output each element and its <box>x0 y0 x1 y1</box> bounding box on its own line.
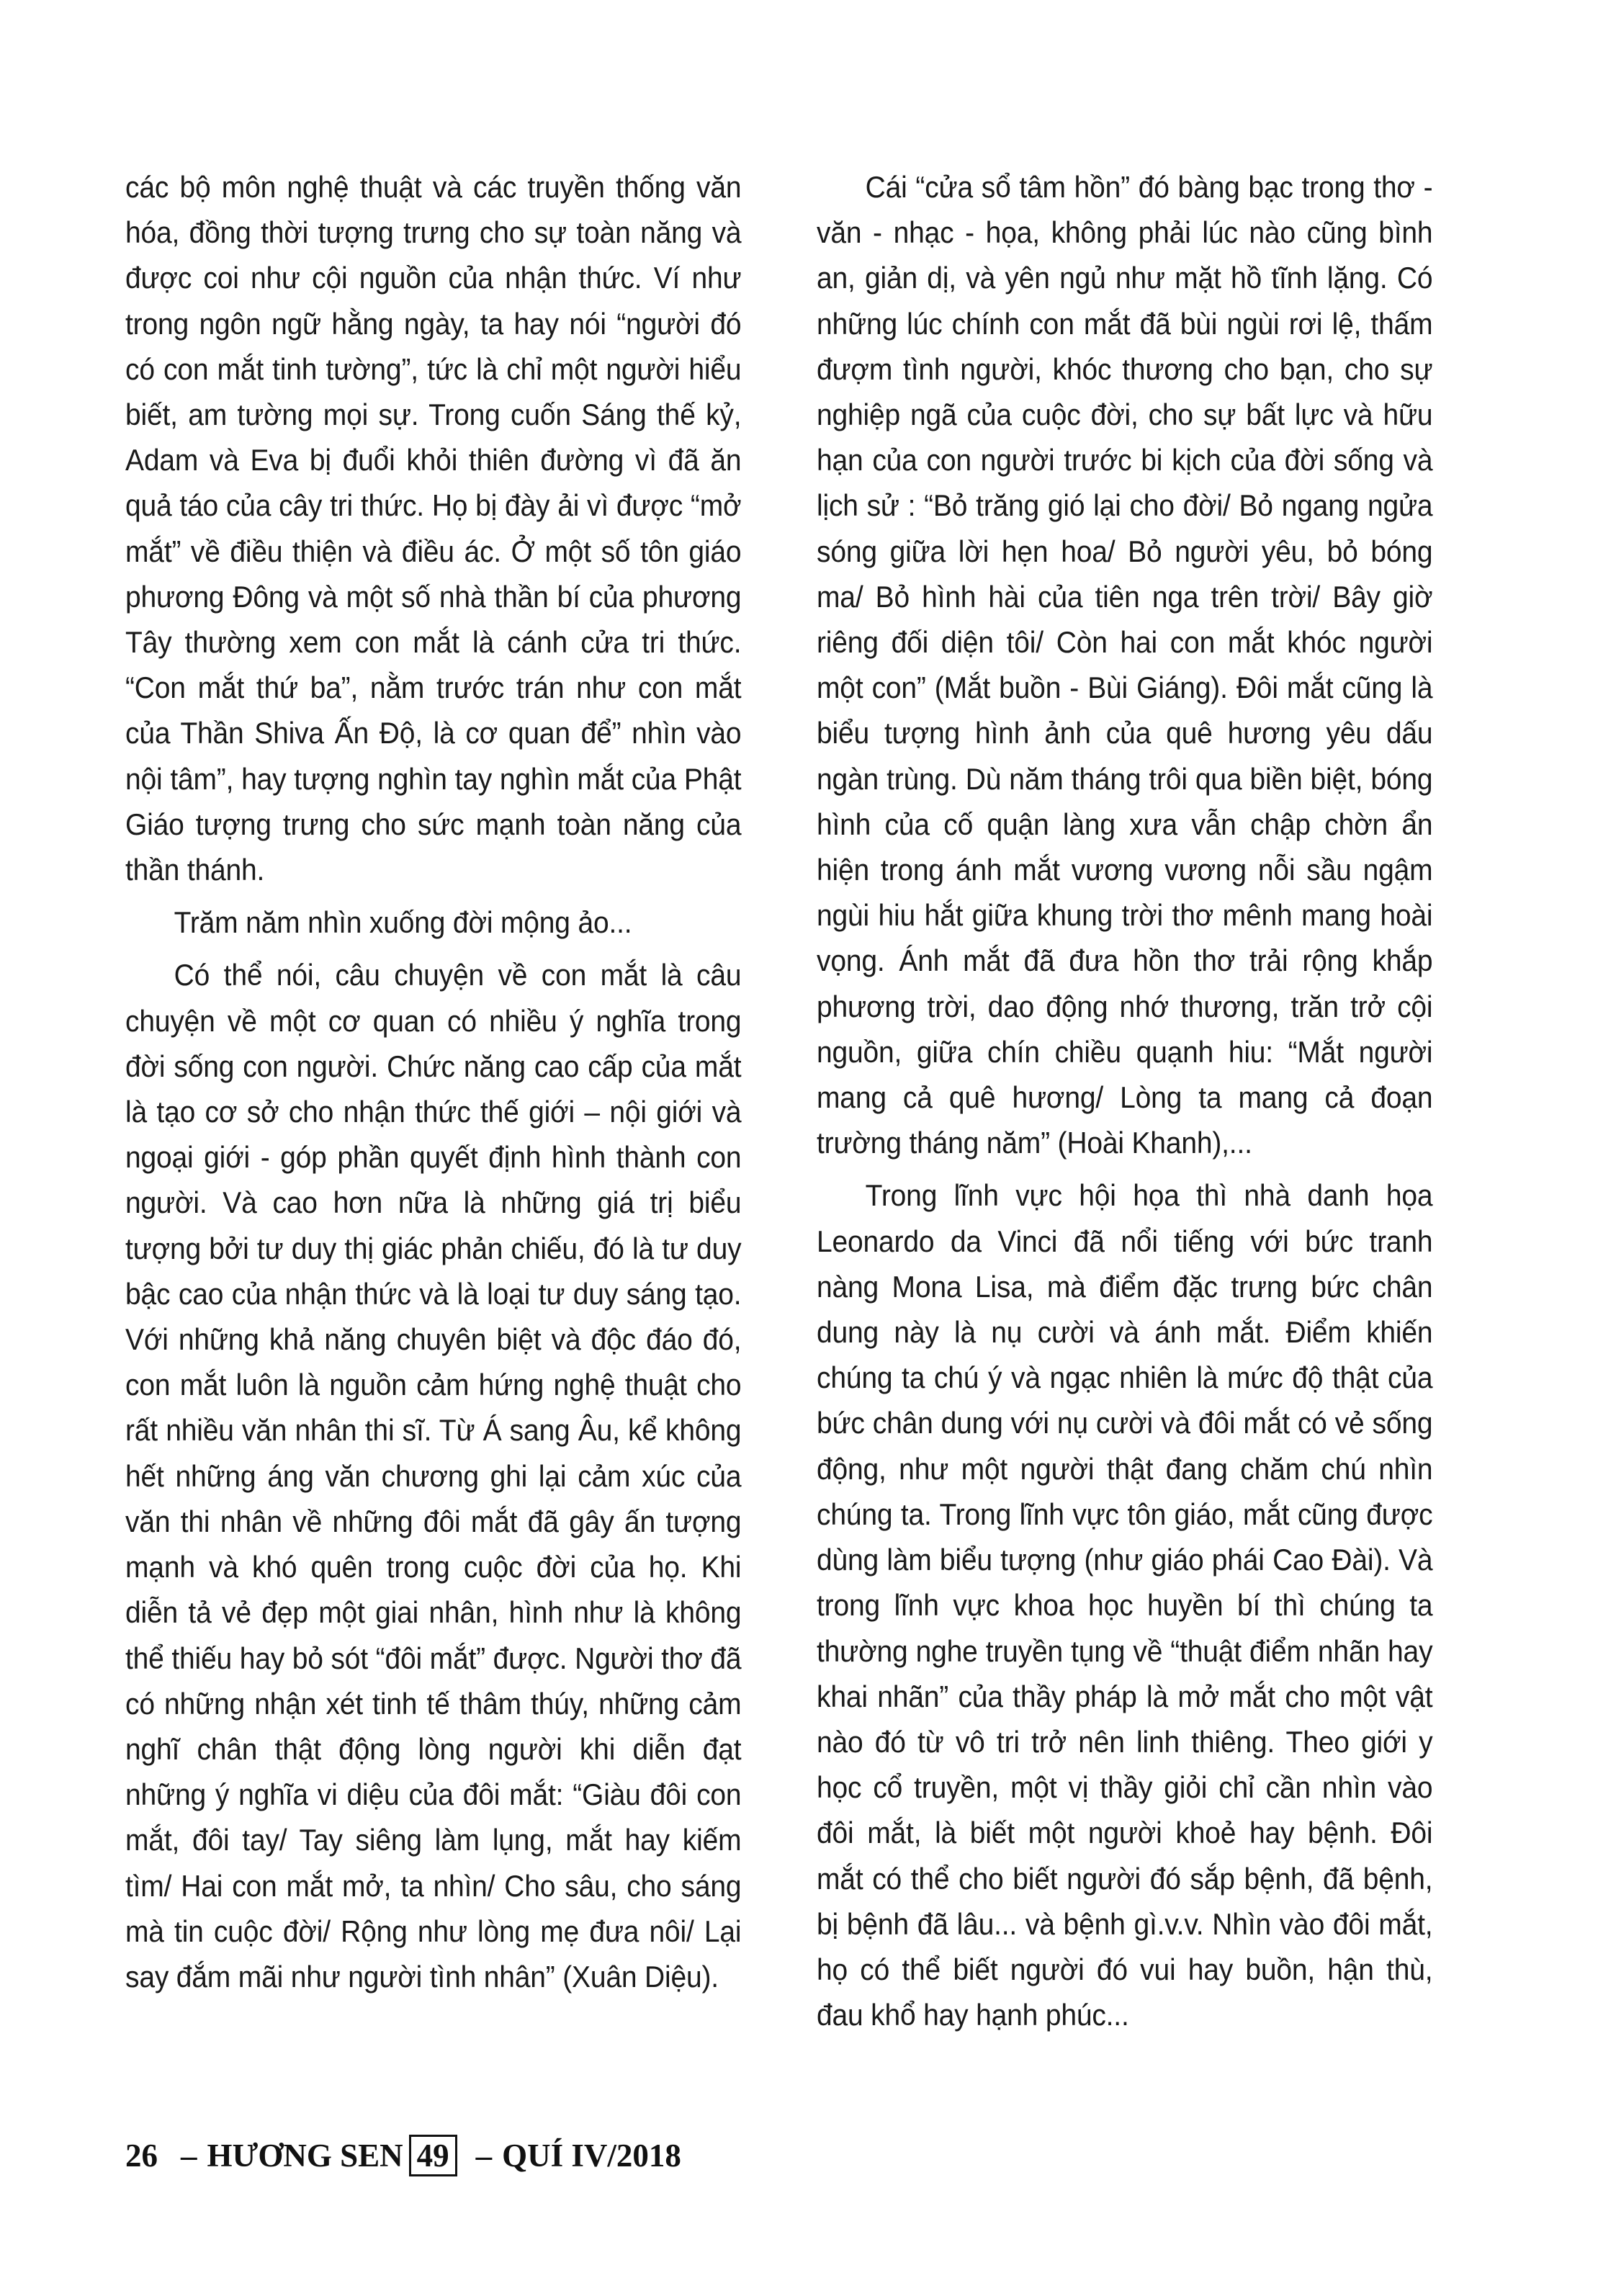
paragraph: Trong lĩnh vực hội họa thì nhà danh họa Leonardo da Vinci đã nổi tiếng với bức tranh nàng Mona Lisa, mà điểm đặc trưng bức chân dung này là nụ cười và ánh mắt. Điểm khiến chúng ta chú ý và ngạc nhiên là mức độ thật của bức chân dung với nụ cười và đôi mắt có vẻ sống động, như một người thật đang chăm chú nhìn chúng ta. Trong lĩnh vực tôn giáo, mắt cũng được dùng làm biểu tượng (như giáo phái Cao Đài). Và trong lĩnh vực khoa học huyền bí thì chúng ta thường nghe truyền tụng về “thuật điểm nhãn hay khai nhãn” của thầy pháp là mở mắt cho một vật nào đó từ vô tri trở nên linh thiêng. Theo giới y học cổ truyền, một vị thầy giỏi chỉ cần nhìn vào đôi mắt, là biết một người khoẻ hay bệnh. Đôi mắt có thể cho biết người đó sắp bệnh, đã bệnh, bị bệnh đã lâu... và bệnh gì.v.v. Nhìn vào đôi mắt, họ có thể biết người đó vui hay buồn, hận thù, đau khổ hay hạnh phúc... <box>817 1178 1433 2032</box>
footer-dash: – <box>181 2138 197 2174</box>
page-number: 26 <box>125 2138 158 2174</box>
paragraph: các bộ môn nghệ thuật và các truyền thống văn hóa, đồng thời tượng trưng cho sự toàn năng và được coi như cội nguồn của nhận thức. Ví như trong ngôn ngữ hằng ngày, ta hay nói “người đó có con mắt tinh tường”, tức là chỉ một người hiểu biết, am tường mọi sự. Trong cuốn Sáng thế kỷ, Adam và Eva bị đuổi khỏi thiên đường vì đã ăn quả táo của cây tri thức. Họ bị đày ải vì được “mở mắt” về điều thiện và điều ác. Ở một số tôn giáo phương Đông và một số nhà thần bí của phương Tây thường xem con mắt là cánh cửa tri thức. “Con mắt thứ ba”, nằm trước trán như con mắt của Thần Shiva Ấn Độ, là cơ quan để” nhìn vào nội tâm”, hay tượng nghìn tay nghìn mắt của Phật Giáo tượng trưng cho sức mạnh toàn năng của thần thánh. <box>125 170 742 887</box>
issue-number: 49 <box>409 2135 457 2176</box>
issue-period: QUÍ IV/2018 <box>502 2138 681 2174</box>
magazine-name: HƯƠNG SEN <box>207 2138 403 2174</box>
paragraph: Trăm năm nhìn xuống đời mộng ảo... <box>174 905 632 940</box>
right-text-column <box>817 164 1432 2045</box>
left-text-column <box>125 164 741 2006</box>
footer-dash: – <box>475 2138 493 2174</box>
paragraph: Cái “cửa sổ tâm hồn” đó bàng bạc trong thơ - văn - nhạc - họa, không phải lúc nào cũng bình an, giản dị, và yên ngủ như mặt hồ tĩnh lặng. Có những lúc chính con mắt đã bùi ngùi rơi lệ, thấm đượm tình người, khóc thương cho bạn, cho sự nghiệp ngã của cuộc đời, cho sự bất lực và hữu hạn của con người trước bi kịch của đời sống và lịch sử : “Bỏ trăng gió lại cho đời/ Bỏ ngang ngửa sóng giữa lời hẹn hoa/ Bỏ người yêu, bỏ bóng ma/ Bỏ hình hài của tiên nga trên trời/ Bây giờ riêng đối diện tôi/ Còn hai con mắt khóc người một con” (Mắt buồn - Bùi Giáng). Đôi mắt cũng là biểu tượng hình ảnh của quê hương yêu dấu ngàn trùng. Dù năm tháng trôi qua biền biệt, bóng hình của cố quận làng xưa vẫn chập chờn ẩn hiện trong ánh mắt vương vương nỗi sầu ngậm ngùi hiu hắt giữa khung trời thơ mênh mang hoài vọng. Ánh mắt đã đưa hồn thơ trải rộng khắp phương trời, dao động nhớ thương, trăn trở cội nguồn, giữa chín chiều quạnh hiu: “Mắt người mang cả quê hương/ Lòng ta mang cả đoạn trường tháng năm” (Hoài Khanh),... <box>817 170 1433 1160</box>
paragraph: Có thể nói, câu chuyện về con mắt là câu chuyện về một cơ quan có nhiều ý nghĩa trong đời sống con người. Chức năng cao cấp của mắt là tạo cơ sở cho nhận thức thế giới – nội giới và ngoại giới - góp phần quyết định hình thành con người. Và cao hơn nữa là những giá trị biểu tượng bởi tư duy thị giác phản chiếu, đó là tư duy bậc cao của nhận thức và là loại tư duy sáng tạo. Với những khả năng chuyên biệt và độc đáo đó, con mắt luôn là nguồn cảm hứng nghệ thuật cho rất nhiều văn nhân thi sĩ. Từ Á sang Âu, kể không hết những áng văn chương ghi lại cảm xúc của văn thi nhân về những đôi mắt đã gây ấn tượng mạnh và khó quên trong cuộc đời của họ. Khi diễn tả vẻ đẹp một giai nhân, hình như là không thể thiếu hay bỏ sót “đôi mắt” được. Người thơ đã có những nhận xét tinh tế thâm thúy, những cảm nghĩ chân thật động lòng người khi diễn đạt những ý nghĩa vi diệu của đôi mắt: “Giàu đôi con mắt, đôi tay/ Tay siêng làm lụng, mắt hay kiếm tìm/ Hai con mắt mở, ta nhìn/ Cho sâu, cho sáng mà tin cuộc đời/ Rộng như lòng mẹ đưa nôi/ Lại say đắm mãi như người tình nhân” (Xuân Diệu). <box>125 958 742 1994</box>
page-footer <box>125 2130 681 2181</box>
